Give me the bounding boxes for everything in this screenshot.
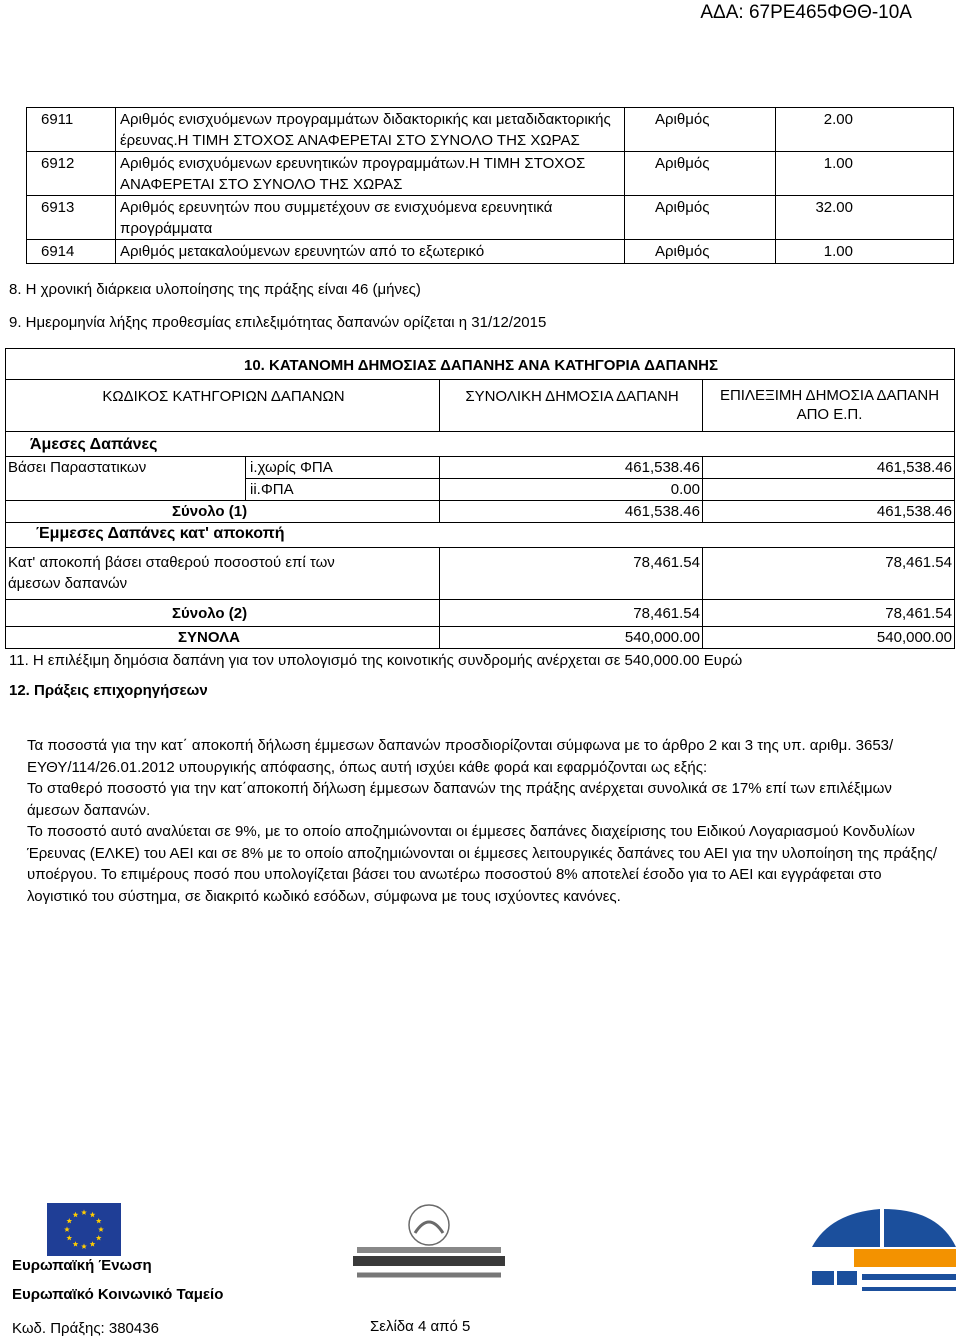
indicator-unit: Αριθμός (625, 196, 776, 240)
paragraph-1: Τα ποσοστά για την κατ΄ αποκοπή δήλωση έμμεσων δαπανών προσδιορίζονται σύμφωνα με το άρθρο 2 και 3 της υπ. αριθμ. 3653/ΕΥΘΥ/114/26.01.2012 υπουργικής απόφασης, όπως αυτή ισχύει κάθε φορά και εφαρμόζονται ως εξής: (27, 737, 894, 776)
indicator-value: 32.00 (776, 196, 954, 240)
indirect-costs-header: Έμμεσες Δαπάνες κατ' αποκοπή (6, 523, 955, 548)
indicator-value: 1.00 (776, 152, 954, 196)
indicator-row (27, 240, 954, 264)
col-total-header: ΣΥΝΟΛΙΚΗ ΔΗΜΟΣΙΑ ΔΑΠΑΝΗ (440, 380, 703, 432)
col-eligible-header: ΕΠΙΛΕΞΙΜΗ ΔΗΜΟΣΙΑ ΔΑΠΑΝΗ ΑΠΟ Ε.Π. (703, 380, 955, 432)
indicator-unit: Αριθμός (625, 108, 776, 152)
indicators-table (26, 107, 954, 264)
no-vat-total: 461,538.46 (440, 457, 703, 479)
grand-total-eligible: 540,000.00 (703, 627, 955, 649)
budget-title: 10. ΚΑΤΑΝΟΜΗ ΔΗΜΟΣΙΑΣ ΔΑΠΑΝΗΣ ΑΝΑ ΚΑΤΗΓΟΡΙΑ ΔΑΠΑΝΗΣ (6, 349, 955, 380)
indicator-code: 6911 (27, 108, 116, 152)
sum2-total: 78,461.54 (440, 600, 703, 627)
section-11: 11. Η επιλέξιμη δημόσια δαπάνη για τον υπολογισμό της κοινοτικής συνδρομής ανέρχεται σε 540,000.00 Ευρώ (9, 652, 743, 669)
no-vat-eligible: 461,538.46 (703, 457, 955, 479)
grand-total-label: ΣΥΝΟΛΑ (6, 627, 440, 649)
indicator-code: 6914 (27, 240, 116, 264)
grand-total: 540,000.00 (440, 627, 703, 649)
sum1-eligible: 461,538.46 (703, 501, 955, 523)
section-12: 12. Πράξεις επιχορηγήσεων (9, 682, 208, 699)
flat-rate-total: 78,461.54 (440, 548, 703, 600)
indicator-code: 6912 (27, 152, 116, 196)
sum2-eligible: 78,461.54 (703, 600, 955, 627)
section-9: 9. Ημερομηνία λήξης προθεσμίας επιλεξιμότητας δαπανών ορίζεται η 31/12/2015 (9, 314, 547, 331)
indicator-unit: Αριθμός (625, 240, 776, 264)
ada-code: ΑΔΑ: 67ΡΕ465ΦΘΘ-10Α (700, 2, 912, 23)
no-vat-label: i.χωρίς ΦΠΑ (246, 457, 440, 479)
eu-flag-logo (47, 1203, 121, 1256)
vat-label: ii.ΦΠΑ (246, 479, 440, 501)
edu-programme-logo (345, 1203, 513, 1283)
vat-total: 0.00 (440, 479, 703, 501)
invoices-label: Βάσει Παραστατικων (6, 457, 246, 501)
budget-table (5, 348, 955, 649)
footer-page-number: Σελίδα 4 από 5 (370, 1318, 471, 1335)
indicator-unit: Αριθμός (625, 152, 776, 196)
paragraph-3: Το ποσοστό αυτό αναλύεται σε 9%, με το οποίο αποζημιώνονται οι έμμεσες δαπάνες διαχείρισης του Ειδικού Λογαριασμού Κονδυλίων Έρευνας (ΕΛΚΕ) του ΑΕΙ και σε 8% με το οποίο αποζημιώνονται οι έμμεσες λειτουργικές δαπάνες του ΑΕΙ για την υλοποίηση της πράξης/υποέργου. Το επιμέρους ποσό που υπολογίζεται βάσει του ανωτέρω ποσοστού 8% αποτελεί έσοδο για το ΑΕΙ και εγγράφεται στο λογιστικό του σύστημα, σε διακριτό κωδικό εσόδων, σύμφωνα με τους ισχύοντες κανόνες. (27, 823, 937, 905)
footer-fund: Ευρωπαϊκό Κοινωνικό Ταμείο (12, 1286, 224, 1303)
flat-rate-explanation (27, 735, 937, 907)
direct-costs-header: Άμεσες Δαπάνες (6, 432, 955, 457)
sum1-label: Σύνολο (1) (6, 501, 440, 523)
section-8: 8. Η χρονική διάρκεια υλοποίησης της πράξης είναι 46 (μήνες) (9, 281, 421, 298)
indicator-description: Αριθμός ερευνητών που συμμετέχουν σε ενισχυόμενα ερευνητικά προγράμματα (116, 196, 625, 240)
col-code-header: ΚΩΔΙΚΟΣ ΚΑΤΗΓΟΡΙΩΝ ΔΑΠΑΝΩΝ (6, 380, 440, 432)
indicator-description: Αριθμός μετακαλούμενων ερευνητών από το εξωτερικό (116, 240, 625, 264)
indicator-row (27, 108, 954, 152)
indicator-description: Αριθμός ενισχυόμενων ερευνητικών προγραμμάτων.Η ΤΙΜΗ ΣΤΟΧΟΣ ΑΝΑΦΕΡΕΤΑΙ ΣΤΟ ΣΥΝΟΛΟ ΤΗΣ ΧΩΡΑΣ (116, 152, 625, 196)
espa-logo (810, 1205, 958, 1295)
footer-project-code: Κωδ. Πράξης: 380436 (12, 1320, 159, 1337)
indicator-code: 6913 (27, 196, 116, 240)
indicator-value: 2.00 (776, 108, 954, 152)
indicator-description: Αριθμός ενισχυόμενων προγραμμάτων διδακτορικής και μεταδιδακτορικής έρευνας.Η ΤΙΜΗ ΣΤΟΧΟΣ ΑΝΑΦΕΡΕΤΑΙ ΣΤΟ ΣΥΝΟΛΟ ΤΗΣ ΧΩΡΑΣ (116, 108, 625, 152)
flat-rate-label: Κατ' αποκοπή βάσει σταθερού ποσοστού επί των άμεσων δαπανών (6, 548, 440, 600)
flat-rate-eligible: 78,461.54 (703, 548, 955, 600)
paragraph-2: Το σταθερό ποσοστό για την κατ΄αποκοπή δήλωση έμμεσων δαπανών της πράξης ανέρχεται συνολικά σε 17% επί των επιλέξιμων άμεσων δαπανών. (27, 780, 892, 819)
indicator-row (27, 152, 954, 196)
indicator-value: 1.00 (776, 240, 954, 264)
footer-eu: Ευρωπαϊκή Ένωση (12, 1257, 152, 1274)
indicator-row (27, 196, 954, 240)
sum2-label: Σύνολο (2) (6, 600, 440, 627)
sum1-total: 461,538.46 (440, 501, 703, 523)
